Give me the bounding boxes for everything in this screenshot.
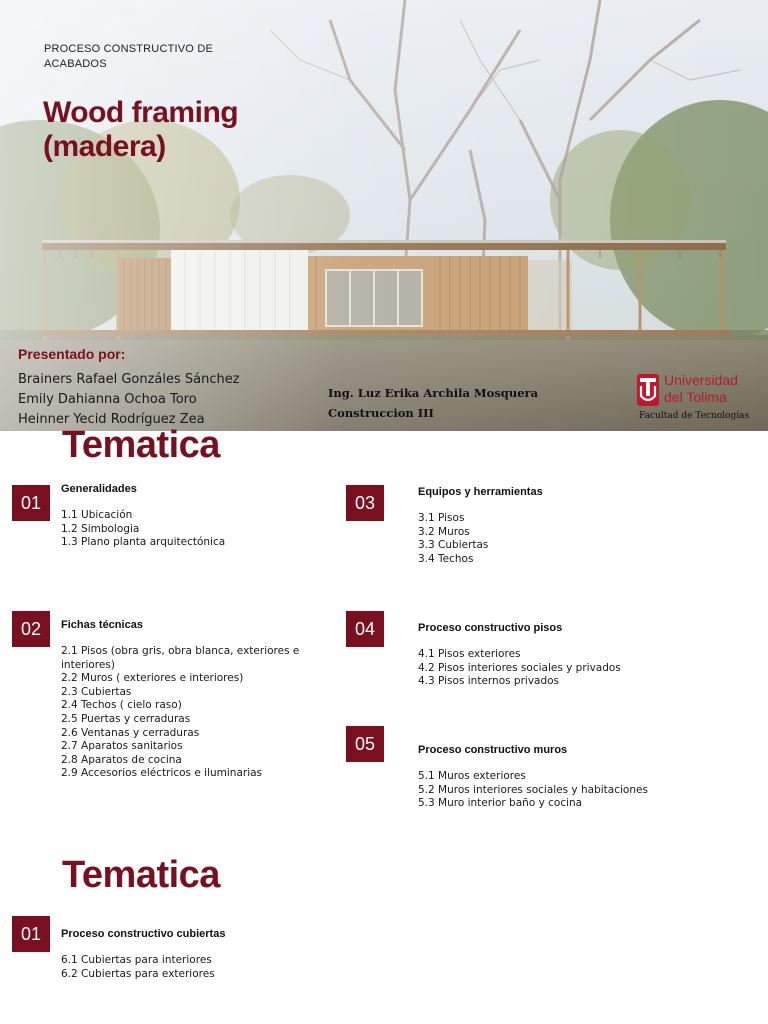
list-item: 3.4 Techos (418, 552, 474, 565)
university-logo (637, 372, 762, 424)
list-item: 4.1 Pisos exteriores (418, 648, 521, 660)
list-item: 5.1 Muros exteriores (418, 770, 526, 782)
section-title: Tematica (62, 424, 220, 466)
list-item: 3.3 Cubiertas (418, 539, 489, 552)
title-line-2: (madera) (43, 130, 166, 163)
list-item: 6.2 Cubiertas para exteriores (61, 967, 215, 980)
list-item: 6.1 Cubiertas para interiores (61, 954, 212, 966)
author-name: Emily Dahianna Ochoa Toro (18, 392, 197, 407)
list-item: 2.2 Muros ( exteriores e interiores) (61, 672, 244, 685)
item-heading: Proceso constructivo pisos (418, 622, 563, 634)
list-item: 5.3 Muro interior baño y cocina (418, 797, 583, 810)
university-logo-mark-icon (637, 374, 659, 406)
university-name (664, 372, 738, 406)
list-item: 4.2 Pisos interiores sociales y privados (418, 661, 621, 674)
authors-list (18, 370, 240, 430)
item-number-badge: 04 (346, 611, 384, 647)
list-item: 4.3 Pisos internos privados (418, 675, 560, 688)
teacher-block (328, 383, 538, 423)
item-heading: Generalidades (61, 483, 137, 495)
item-number-badge: 01 (12, 916, 50, 952)
item-entries (418, 648, 621, 689)
item-entries (418, 512, 488, 566)
list-item: 1.2 Simbologia (61, 522, 140, 535)
list-item: 2.8 Aparatos de cocina (61, 753, 182, 766)
item-heading: Proceso constructivo cubiertas (61, 928, 226, 940)
item-entries (418, 770, 648, 811)
author-name: Heinner Yecid Rodríguez Zea (18, 412, 205, 427)
list-item: 3.1 Pisos (418, 512, 465, 524)
item-number-badge: 02 (12, 611, 50, 647)
list-item: 5.2 Muros interiores sociales y habitaciones (418, 783, 648, 796)
item-number-badge: 03 (346, 485, 384, 521)
list-item: 2.7 Aparatos sanitarios (61, 740, 183, 753)
item-entries (61, 954, 215, 981)
item-entries (61, 645, 301, 781)
list-item: 2.6 Ventanas y cerraduras (61, 726, 200, 739)
item-heading: Proceso constructivo muros (418, 744, 568, 756)
list-item: 3.2 Muros (418, 525, 470, 538)
list-item: 2.1 Pisos (obra gris, obra blanca, exteriores e interiores) (61, 645, 300, 671)
author-name: Brainers Rafael Gonzáles Sánchez (18, 372, 240, 387)
list-item: 1.3 Plano planta arquitectónica (61, 536, 226, 549)
list-item: 2.3 Cubiertas (61, 685, 132, 698)
list-item: 1.1 Ubicación (61, 509, 133, 521)
section-title-2: Tematica (62, 854, 220, 896)
presented-by-label: Presentado por: (18, 346, 126, 362)
item-number-badge: 05 (346, 726, 384, 762)
item-number-badge: 01 (12, 485, 50, 521)
university-name-line-1: Universidad (664, 372, 738, 388)
teacher-name: Ing. Luz Erika Archila Mosquera (328, 386, 539, 400)
list-item: 2.4 Techos ( cielo raso) (61, 699, 182, 712)
item-entries (61, 509, 225, 550)
title-line-1: Wood framing (43, 96, 239, 129)
university-name-line-2: del Tolima (664, 389, 727, 405)
pretitle: PROCESO CONSTRUCTIVO DE ACABADOS (44, 43, 214, 70)
list-item: 2.9 Accesorios eléctricos e iluminarias (61, 767, 263, 780)
list-item: 2.5 Puertas y cerraduras (61, 712, 191, 725)
item-heading: Equipos y herramientas (418, 486, 543, 498)
item-heading: Fichas técnicas (61, 619, 143, 631)
cover-hero (0, 0, 768, 431)
course-name: Construccion III (328, 406, 434, 420)
faculty-name: Facultad de Tecnologías (639, 411, 750, 421)
cover-title (43, 96, 238, 164)
